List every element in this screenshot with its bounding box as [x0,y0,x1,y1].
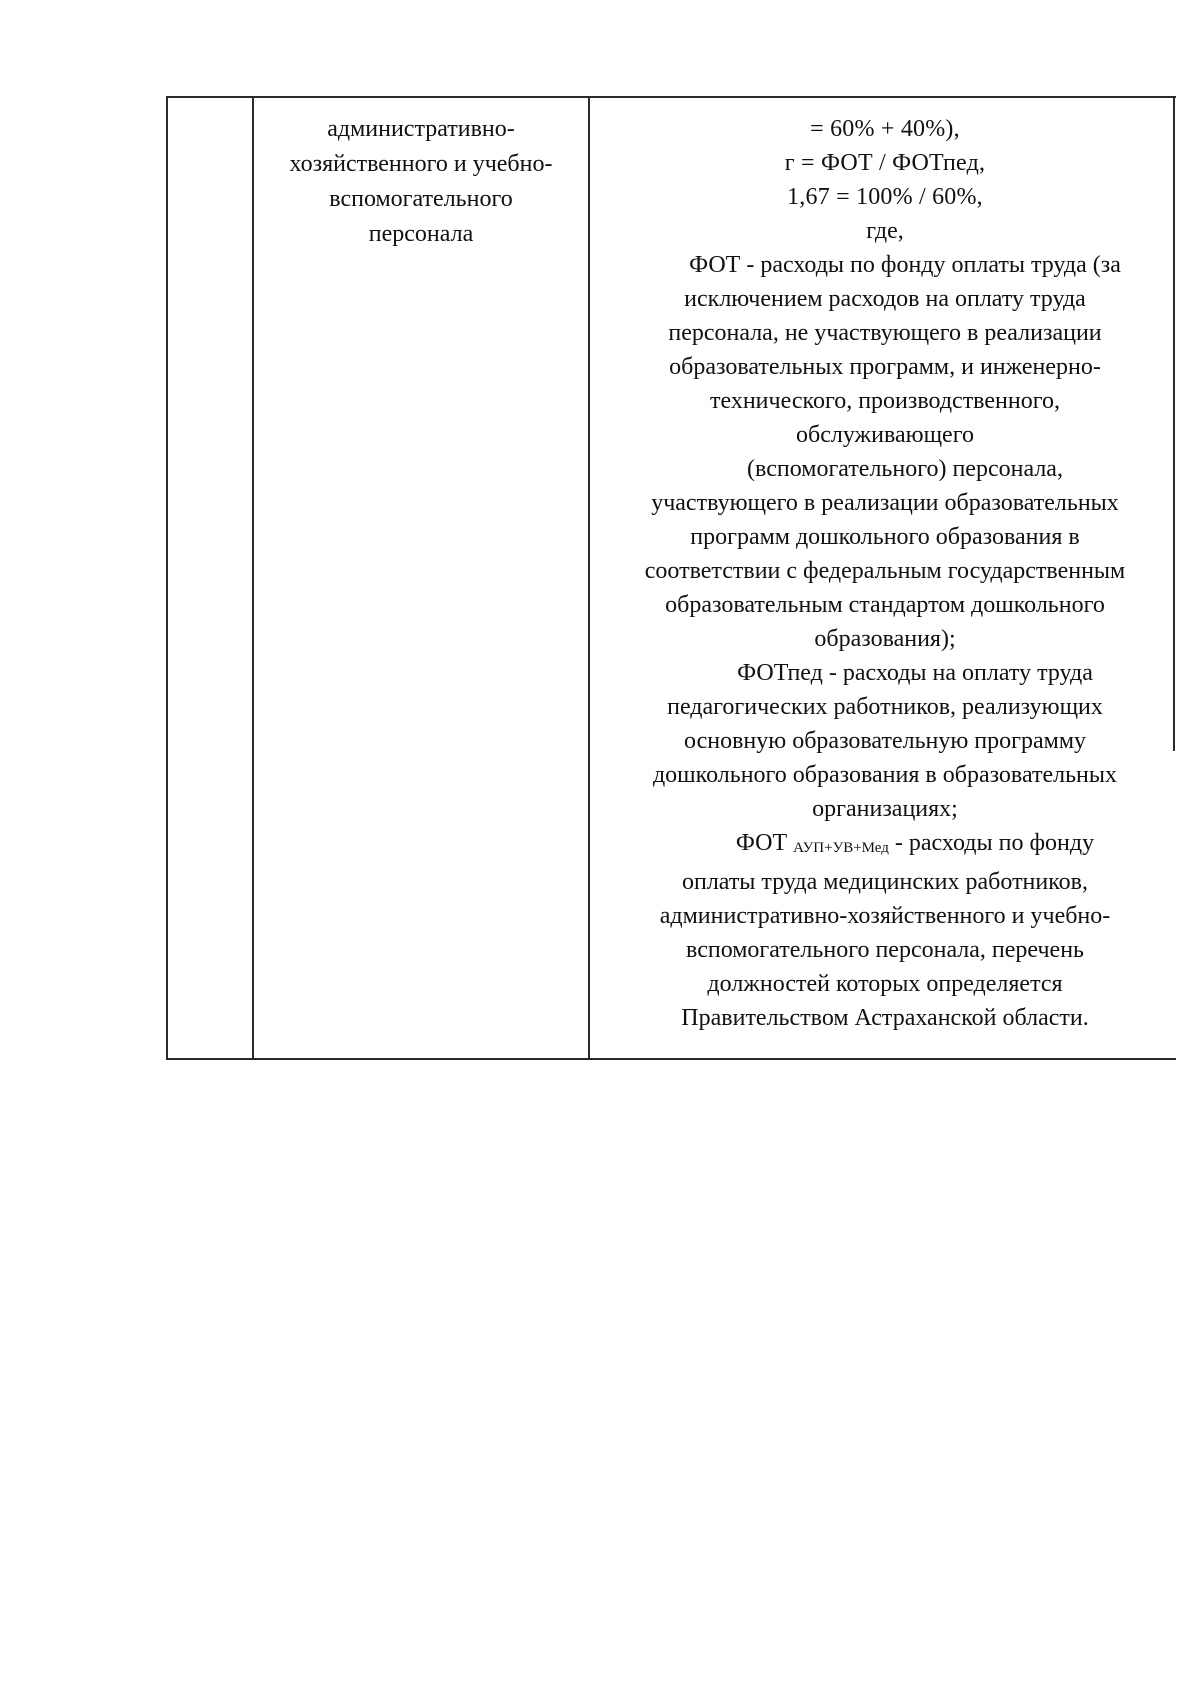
definition-fot-line: обслуживающего [796,422,974,448]
formula-line: 1,67 = 100% / 60%, [787,184,983,210]
definition-fotped-line: основную образовательную программу [684,728,1086,754]
category-line: вспомогательного [329,186,513,212]
table-cell-category [253,97,589,1059]
fotaup-subscript: АУП+УВ+Мед [793,840,889,856]
definition-fot-line: образования); [814,626,956,652]
definition-fot-line: персонала, не участвующего в реализации [668,320,1102,346]
definition-fotped-line: педагогических работников, реализующих [667,694,1103,720]
definition-fot-line: ФОТ - расходы по фонду оплаты труда (за [689,252,1121,278]
table-cell-empty [167,97,253,1059]
category-line: персонала [368,221,474,247]
document-table [166,96,1176,1060]
definition-fotped-line: дошкольного образования в образовательных [652,762,1118,788]
definition-fotaup-line: Правительством Астраханской области. [681,1005,1089,1031]
table-cell-formula [589,97,1176,1059]
definition-fot-line: программ дошкольного образования в [690,524,1080,550]
formula-where: где, [866,218,904,244]
definition-fot-line: исключением расходов на оплату труда [684,286,1086,312]
definition-fotaup-line: вспомогательного персонала, перечень [686,937,1084,963]
definition-fotaup-line: административно-хозяйственного и учебно- [659,903,1111,929]
definition-fot-line: (вспомогательного) персонала, [747,456,1063,482]
definition-fotaup-line: оплаты труда медицинских работников, [681,869,1089,895]
definition-fotped-line: ФОТпед - расходы на оплату труда [737,660,1093,686]
definition-fot-line: образовательных программ, и инженерно- [669,354,1101,380]
category-line: административно- [327,116,515,142]
definition-fot-line: технического, производственного, [710,388,1060,414]
definition-fotped-line: организациях; [812,796,958,822]
table-right-border [1173,96,1175,751]
definition-fot-line: соответствии с федеральным государственным [644,558,1126,584]
definition-fot-line: образовательным стандартом дошкольного [665,592,1105,618]
table-row [167,97,1176,1059]
formula-line: = 60% + 40%), [810,116,960,142]
definition-fotaup-first-line [596,826,1174,865]
fotaup-prefix: ФОТ [735,830,788,856]
definition-fot-line: участвующего в реализации образовательных [651,490,1119,516]
fotaup-rest: - расходы по фонду [888,830,1095,856]
category-line: хозяйственного и учебно- [289,151,553,177]
formula-line: г = ФОТ / ФОТпед, [784,150,986,176]
definition-fotaup-line: должностей которых определяется [707,971,1063,997]
